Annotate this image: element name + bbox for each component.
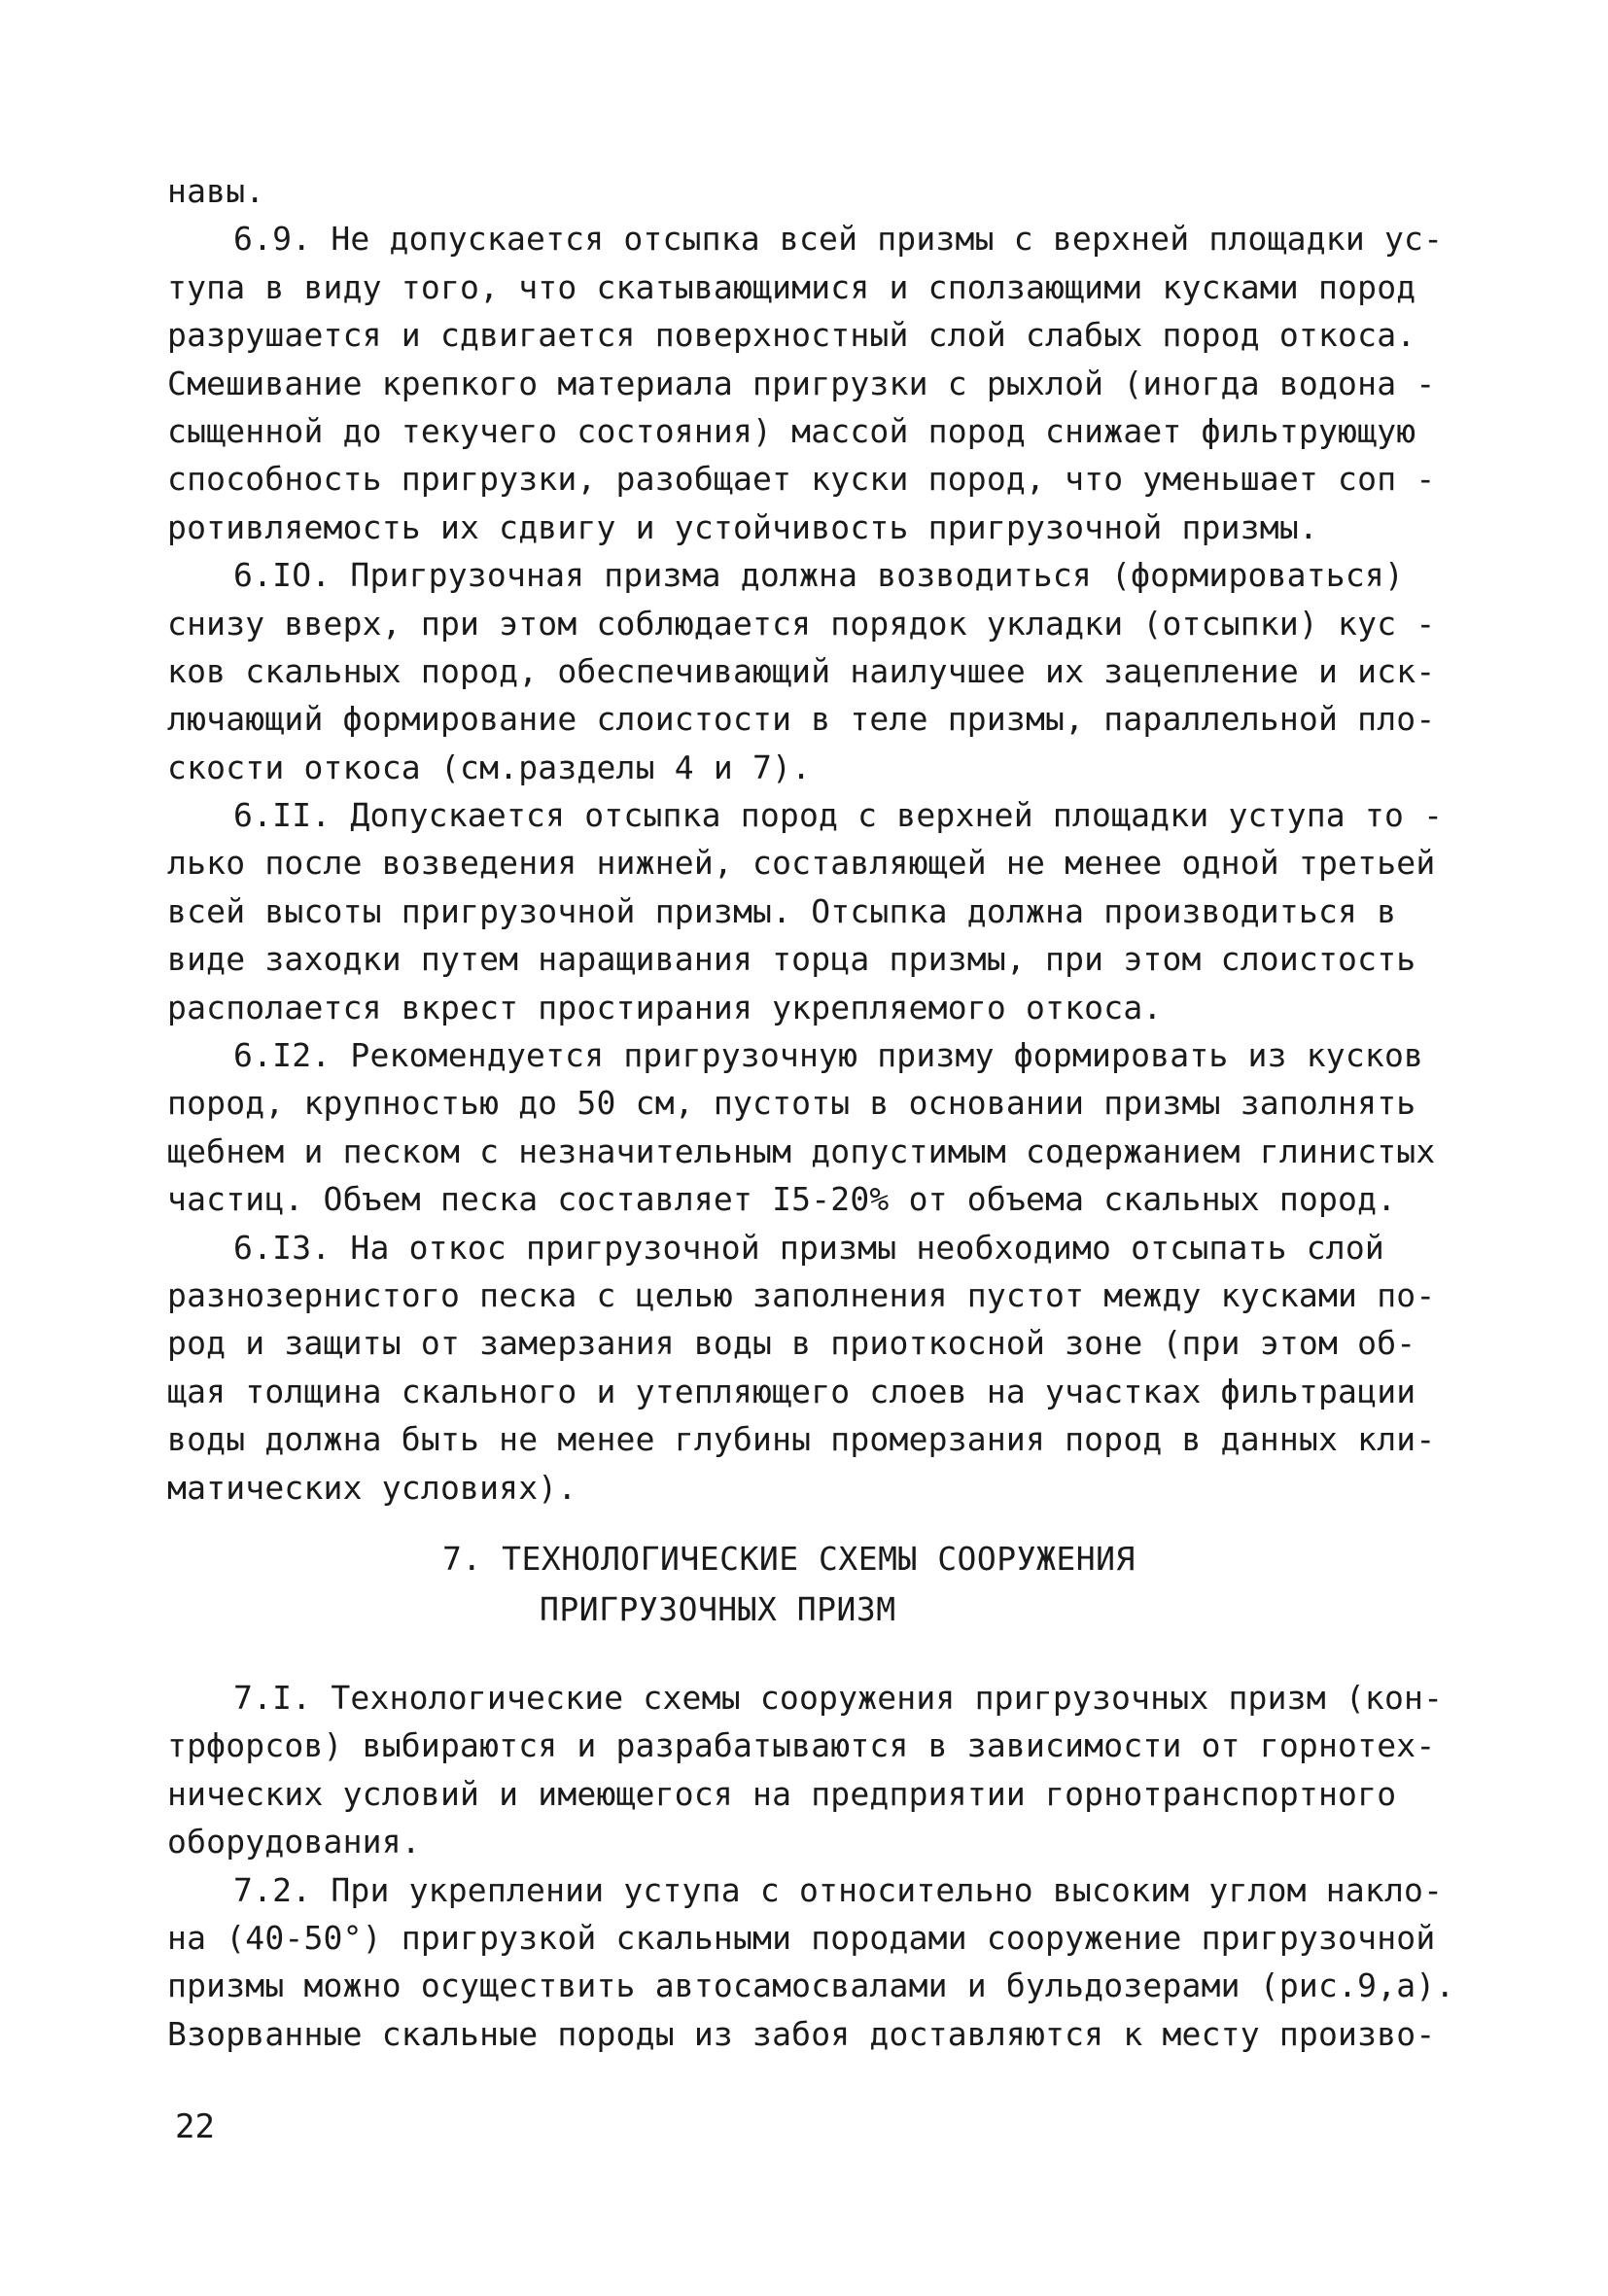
text-line: тупа в виду того, что скатывающимися и сползающими кусками пород: [167, 267, 1416, 306]
text-line: 7.I. Технологические схемы сооружения пригрузочных призм (кон-: [233, 1679, 1444, 1717]
page-number: 22: [175, 2107, 215, 2146]
text-line: 7.2. При укреплении уступа с относительно высоким углом накло-: [233, 1870, 1444, 1909]
text-line: частиц. Объем песка составляет I5-20% от объема скальных пород.: [167, 1180, 1397, 1219]
text-line: всей высоты пригрузочной призмы. Отсыпка должна производиться в: [167, 891, 1397, 930]
text-line: род и защиты от замерзания воды в приоткосной зоне (при этом об-: [167, 1324, 1416, 1363]
text-line: разнозернистого песка с целью заполнения пустот между кусками по-: [167, 1275, 1436, 1314]
text-line: Взорванные скальные породы из забоя доставляются к месту произво-: [167, 2014, 1436, 2053]
text-line: 6.II. Допускается отсыпка пород с верхней площадки уступа то -: [233, 796, 1444, 835]
text-line: нических условий и имеющегося на предприятии горнотранспортного: [167, 1774, 1397, 1813]
section-heading: [0, 1534, 1608, 1635]
text-line: оборудования.: [167, 1823, 421, 1861]
text-line: воды должна быть не менее глубины промерзания пород в данных кли-: [167, 1420, 1436, 1459]
text-line: трфорсов) выбираются и разрабатываются в зависимости от горнотех-: [167, 1726, 1436, 1765]
text-line: ков скальных пород, обеспечивающий наилучшее их зацепление и иск-: [167, 651, 1436, 690]
text-line: щая толщина скального и утепляющего слоев на участках фильтрации: [167, 1372, 1416, 1410]
body-text-top: [167, 167, 1444, 1512]
section-heading-line-1: 7. ТЕХНОЛОГИЧЕСКИЕ СХЕМЫ СООРУЖЕНИЯ: [442, 1540, 1136, 1578]
text-line: сыщенной до текучего состояния) массой пород снижает фильтрующую: [167, 411, 1416, 450]
body-text-bottom: [167, 1674, 1455, 2058]
section-heading-line-2: ПРИГРУЗОЧНЫХ ПРИЗМ: [540, 1590, 896, 1628]
text-line: ротивляемость их сдвигу и устойчивость пригрузочной призмы.: [167, 507, 1318, 546]
text-line: снизу вверх, при этом соблюдается порядок укладки (отсыпки) кус -: [167, 604, 1436, 643]
text-line: лько после возведения нижней, составляющей не менее одной третьей: [167, 844, 1436, 883]
text-line: лючающий формирование слоистости в теле призмы, параллельной пло-: [167, 700, 1436, 739]
text-line: способность пригрузки, разобщает куски пород, что уменьшает соп -: [167, 460, 1436, 499]
text-line: 6.I2. Рекомендуется пригрузочную призму формировать из кусков: [233, 1036, 1424, 1075]
text-line: призмы можно осуществить автосамосвалами и бульдозерами (рис.9,а).: [167, 1966, 1455, 2005]
text-line: матических условиях).: [167, 1468, 577, 1507]
text-line: разрушается и сдвигается поверхностный слой слабых пород откоса.: [167, 316, 1416, 355]
text-line: располается вкрест простирания укрепляемого откоса.: [167, 988, 1163, 1026]
text-line: Смешивание крепкого материала пригрузки с рыхлой (иногда водона -: [167, 364, 1436, 402]
text-line: на (40-50°) пригрузкой скальными породами сооружение пригрузочной: [167, 1918, 1436, 1957]
text-line: пород, крупностью до 50 см, пустоты в основании призмы заполнять: [167, 1084, 1416, 1123]
text-line: щебнем и песком с незначительным допустимым содержанием глинистых: [167, 1131, 1436, 1170]
text-line: 6.I3. На откос пригрузочной призмы необходимо отсыпать слой: [233, 1228, 1384, 1267]
text-line: навы.: [167, 172, 265, 210]
text-line: скости откоса (см.разделы 4 и 7).: [167, 748, 812, 786]
text-line: виде заходки путем наращивания торца призмы, при этом слоистость: [167, 940, 1416, 979]
text-line: 6.IO. Пригрузочная призма должна возводиться (формироваться): [233, 556, 1405, 595]
text-line: 6.9. Не допускается отсыпка всей призмы с верхней площадки ус-: [233, 220, 1444, 259]
